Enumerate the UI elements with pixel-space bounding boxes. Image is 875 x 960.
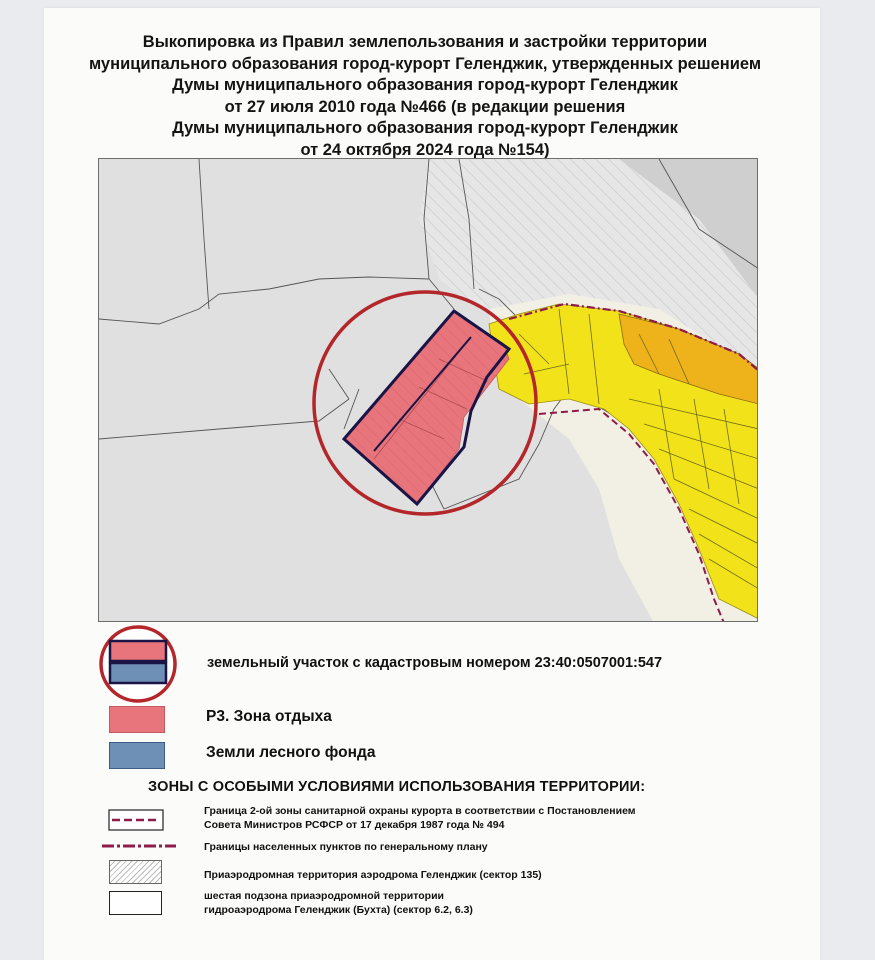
forest-label: Земли лесного фонда (206, 744, 376, 761)
special-zones-heading: ЗОНЫ С ОСОБЫМИ УСЛОВИЯМИ ИСПОЛЬЗОВАНИЯ ТЕРРИТОРИИ: (148, 779, 646, 795)
sanitary-line-1: Граница 2-ой зоны санитарной охраны курорта в соответствии с Постановлением (204, 805, 636, 817)
forest-swatch (109, 742, 165, 769)
title-line: муниципального образования город-курорт Геленджик, утвержденных решением (88, 54, 762, 73)
title-line: от 24 октября 2024 года №154) (300, 140, 550, 159)
subzone-line-1: шестая подзона приаэродромной территории (204, 890, 444, 902)
title-line: Думы муниципального образования город-курорт Геленджик (172, 76, 678, 94)
zoning-map[interactable] (98, 158, 758, 622)
subzone-line-2: гидроаэродрома Геленджик (Бухта) (сектор 6.2, 6.3) (204, 904, 473, 916)
title-line: Думы муниципального образования город-курорт Геленджик (172, 119, 678, 137)
sanitary-line-2: Совета Министров РСФСР от 17 декабря 1987 года № 494 (204, 819, 505, 831)
subzone-label (204, 889, 473, 917)
airfield-swatch (109, 860, 162, 884)
airfield-label: Приаэродромная территория аэродрома Геленджик (сектор 135) (204, 869, 542, 881)
title-line: от 27 июля 2010 года №466 (в редакции решения (224, 97, 626, 116)
parcel-legend-symbol (98, 624, 180, 704)
zone-rz-label: Р3. Зона отдыха (206, 708, 332, 725)
subzone-swatch (109, 891, 162, 915)
document-title (60, 32, 790, 161)
zone-rz-swatch (109, 706, 165, 733)
settlement-boundary-symbol (100, 838, 180, 854)
sanitary-boundary-label (204, 804, 636, 832)
title-line: Выкопировка из Правил землепользования и застройки территории (142, 33, 708, 51)
settlement-boundary-label: Границы населенных пунктов по генеральному плану (204, 841, 488, 853)
sanitary-boundary-symbol (108, 808, 166, 832)
parcel-legend-label: земельный участок с кадастровым номером 23:40:0507001:547 (207, 655, 663, 671)
